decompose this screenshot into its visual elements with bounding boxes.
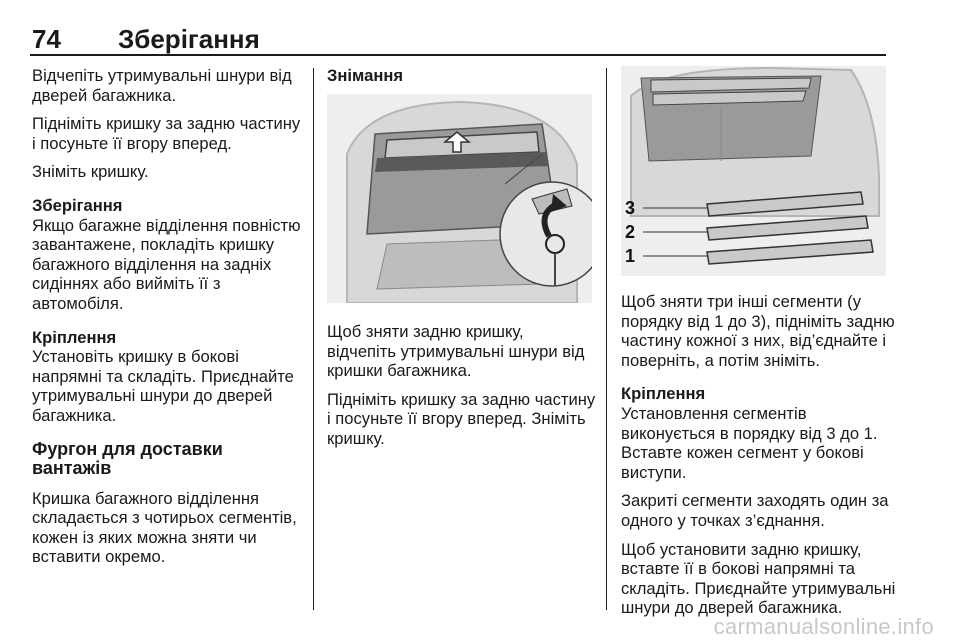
paragraph: Щоб зняти задню кришку, відчепіть утримувальні шнури від кришки багажника. [327,322,585,381]
paragraph: Установлення сегментів виконується в порядку від 3 до 1. Вставте кожен сегмент у бокові виступи. [621,403,878,482]
paragraph: Щоб установити задню кришку, вставте її в бокові напрямні та складіть. Приєднайте утримувальні шнури до дверей багажника. [621,539,896,618]
paragraph: Щоб зняти три інші сегменти (у порядку від 1 до 3), підніміть задню частину кожної з них, від’єднайте і поверніть, а потім зніміть. [621,292,895,370]
header-rule [30,54,886,56]
paragraph: Підніміть кришку за задню частину і посуньте її вгору вперед. Зніміть кришку. [327,389,596,448]
heading-removal: Знімання [327,66,404,85]
paragraph: Підніміть кришку за задню частину і посуньте її вгору вперед. [32,114,301,153]
column-divider-2 [606,68,607,610]
page-number: 74 [32,24,61,54]
paragraph: Закриті сегменти заходять один за одного у точках з’єднання. [621,491,889,530]
heading-fitting: Кріплення [32,327,117,347]
section-title: Зберігання [118,24,260,54]
paragraph: Відчепіть утримувальні шнури від дверей багажника. [32,66,292,105]
paragraph: Установіть кришку в бокові напрямні та складіть. Приєднайте утримувальні шнури до дверей багажника. [32,347,294,425]
segment-label-1: 1 [625,246,636,266]
heading-storage: Зберігання [32,195,123,215]
heading-van: Фургон для доставки вантажів [32,438,223,479]
paragraph: Якщо багажне відділення повністю завантажене, покладіть кришку багажного відділення на задніх сидіннях або вийміть її з автомобіля. [32,215,301,313]
column-2-text [327,322,597,458]
figure-trunk-cover-removal [327,94,592,303]
column-divider-1 [313,68,314,610]
heading-fitting: Кріплення [621,384,706,404]
paragraph: Кришка багажного відділення складається з чотирьох сегментів, кожен із яких можна зняти чи вставити окремо. [32,488,297,567]
segment-label-3: 3 [625,198,636,218]
column-1 [32,66,302,576]
figure-cover-segments [621,66,886,276]
column-3-text [621,292,896,627]
paragraph: Зніміть кришку. [32,162,149,182]
watermark: carmanualsonline.info [713,614,934,639]
segment-label-2: 2 [625,222,636,242]
